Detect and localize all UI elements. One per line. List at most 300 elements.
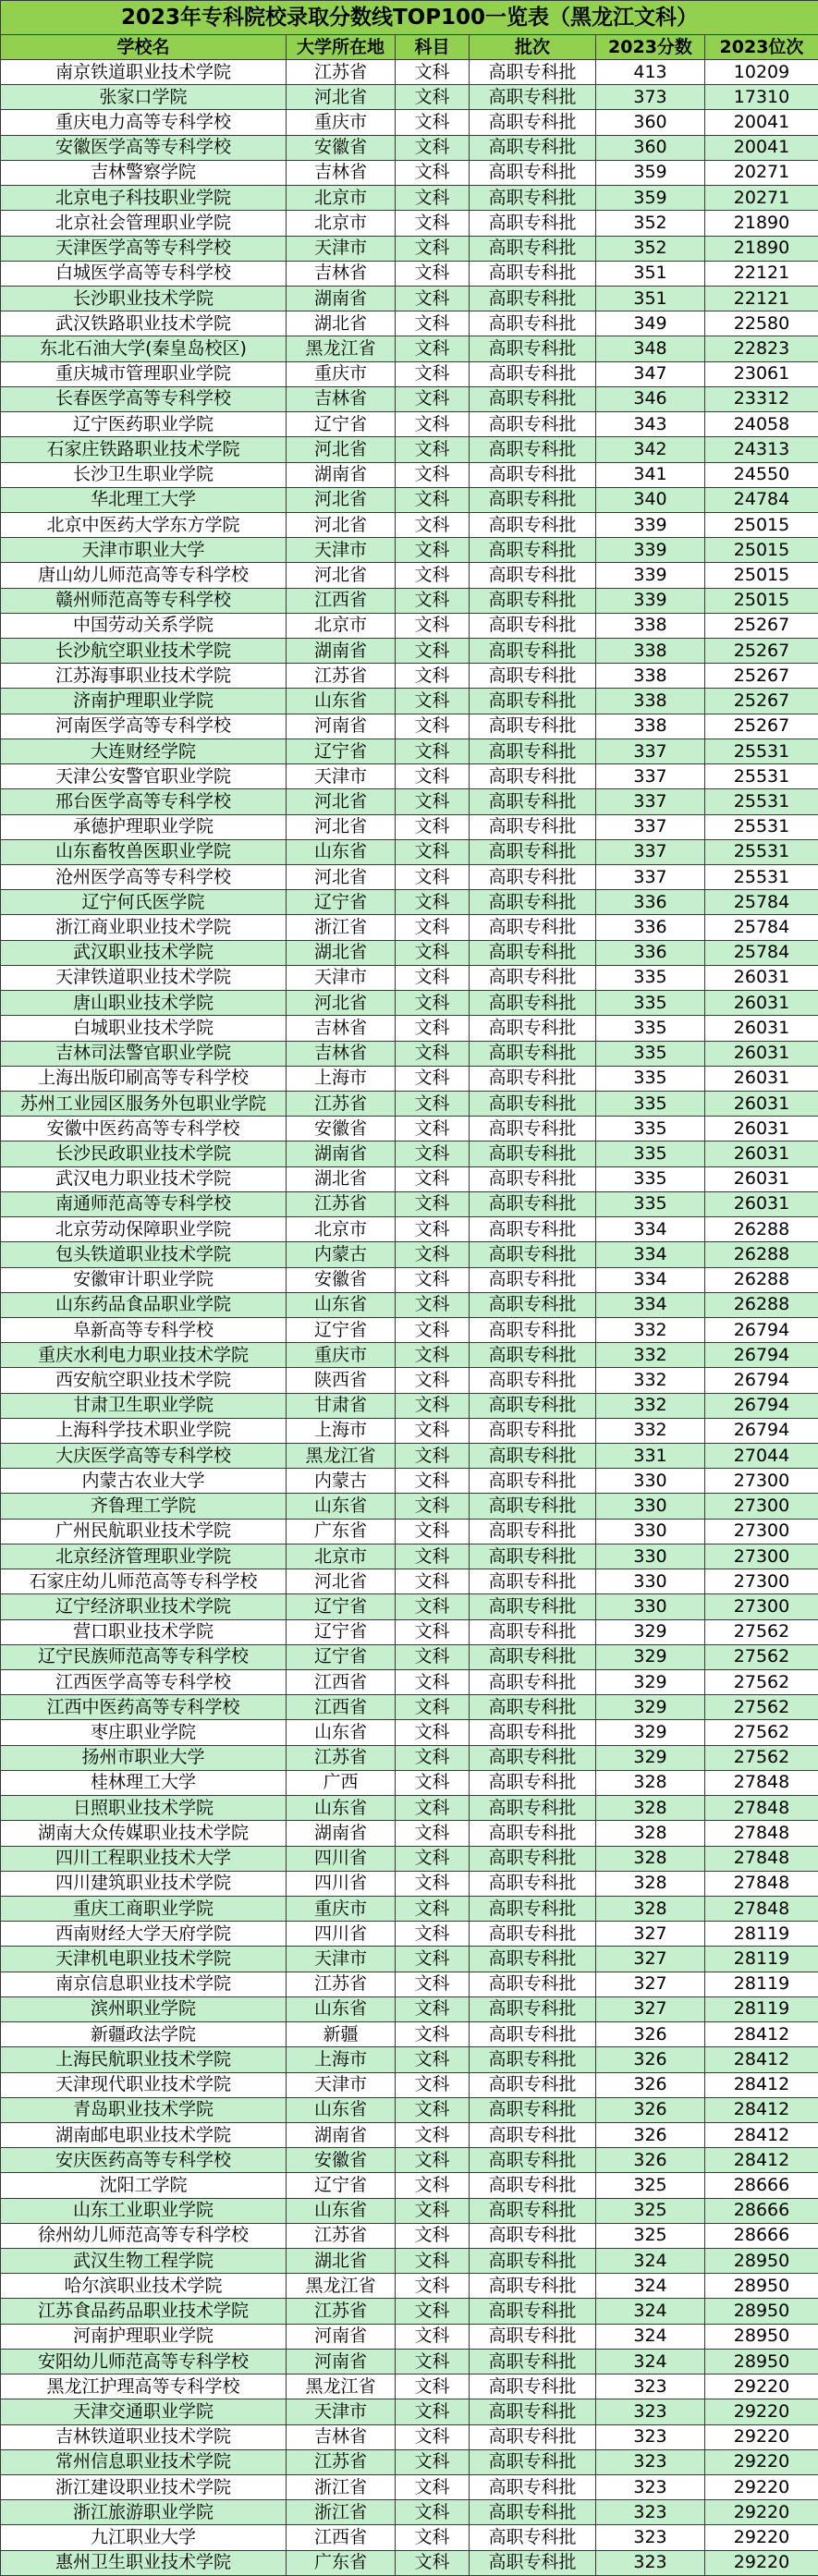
cell-subject: 文科 xyxy=(396,1544,470,1569)
cell-location: 辽宁省 xyxy=(287,739,396,763)
cell-subject: 文科 xyxy=(396,286,470,311)
cell-score: 323 xyxy=(596,2475,705,2500)
cell-rank: 26794 xyxy=(705,1317,818,1342)
cell-score: 330 xyxy=(596,1569,705,1594)
cell-rank: 27300 xyxy=(705,1519,818,1544)
cell-location: 辽宁省 xyxy=(287,1317,396,1342)
cell-batch: 高职专科批 xyxy=(470,1418,596,1443)
cell-rank: 21890 xyxy=(705,211,818,236)
cell-batch: 高职专科批 xyxy=(470,639,596,664)
cell-subject: 文科 xyxy=(396,512,470,537)
cell-location: 四川省 xyxy=(287,1922,396,1947)
cell-batch: 高职专科批 xyxy=(470,336,596,361)
cell-subject: 文科 xyxy=(396,1619,470,1644)
cell-batch: 高职专科批 xyxy=(470,236,596,261)
cell-rank: 27044 xyxy=(705,1444,818,1469)
cell-batch: 高职专科批 xyxy=(470,1644,596,1669)
table-row xyxy=(1,940,818,965)
table-row xyxy=(1,2047,818,2072)
cell-score: 328 xyxy=(596,1896,705,1921)
cell-score: 327 xyxy=(596,1922,705,1947)
cell-school-name: 内蒙古农业大学 xyxy=(1,1469,287,1494)
cell-batch: 高职专科批 xyxy=(470,1871,596,1896)
cell-batch: 高职专科批 xyxy=(470,60,596,85)
cell-school-name: 辽宁经济职业技术学院 xyxy=(1,1594,287,1619)
cell-rank: 27300 xyxy=(705,1594,818,1619)
cell-location: 北京市 xyxy=(287,186,396,211)
cell-score: 328 xyxy=(596,1821,705,1846)
cell-batch: 高职专科批 xyxy=(470,2022,596,2047)
cell-rank: 27300 xyxy=(705,1469,818,1494)
cell-score: 337 xyxy=(596,764,705,789)
cell-score: 335 xyxy=(596,1141,705,1166)
cell-score: 351 xyxy=(596,261,705,286)
cell-rank: 10209 xyxy=(705,60,818,85)
cell-school-name: 上海科学技术职业学院 xyxy=(1,1418,287,1443)
cell-school-name: 营口职业技术学院 xyxy=(1,1619,287,1644)
cell-school-name: 天津医学高等专科学校 xyxy=(1,236,287,261)
cell-subject: 文科 xyxy=(396,1720,470,1745)
table-row xyxy=(1,2097,818,2122)
cell-batch: 高职专科批 xyxy=(470,2097,596,2122)
cell-score: 331 xyxy=(596,1444,705,1469)
cell-batch: 高职专科批 xyxy=(470,2500,596,2525)
cell-school-name: 石家庄幼儿师范高等专科学校 xyxy=(1,1569,287,1594)
cell-location: 江苏省 xyxy=(287,60,396,85)
cell-school-name: 湖南大众传媒职业技术学院 xyxy=(1,1821,287,1846)
cell-subject: 文科 xyxy=(396,1393,470,1418)
table-row xyxy=(1,1972,818,1996)
cell-school-name: 北京中医药大学东方学院 xyxy=(1,512,287,537)
cell-subject: 文科 xyxy=(396,361,470,386)
table-row xyxy=(1,236,818,261)
cell-rank: 24550 xyxy=(705,462,818,487)
cell-school-name: 山东畜牧兽医职业学院 xyxy=(1,839,287,864)
table-row xyxy=(1,1444,818,1469)
cell-rank: 28666 xyxy=(705,2223,818,2248)
cell-score: 335 xyxy=(596,1117,705,1141)
cell-score: 347 xyxy=(596,361,705,386)
cell-score: 352 xyxy=(596,211,705,236)
cell-location: 山东省 xyxy=(287,2097,396,2122)
cell-location: 天津市 xyxy=(287,2399,396,2424)
cell-score: 332 xyxy=(596,1343,705,1368)
cell-score: 359 xyxy=(596,186,705,211)
cell-score: 326 xyxy=(596,2022,705,2047)
cell-rank: 20271 xyxy=(705,160,818,185)
cell-score: 330 xyxy=(596,1544,705,1569)
cell-location: 吉林省 xyxy=(287,2424,396,2449)
cell-location: 湖北省 xyxy=(287,2249,396,2274)
cell-subject: 文科 xyxy=(396,2399,470,2424)
cell-rank: 29220 xyxy=(705,2550,818,2575)
cell-location: 山东省 xyxy=(287,839,396,864)
cell-location: 河北省 xyxy=(287,563,396,588)
table-row xyxy=(1,2072,818,2097)
cell-score: 339 xyxy=(596,563,705,588)
cell-score: 323 xyxy=(596,2375,705,2399)
table-row xyxy=(1,1091,818,1116)
cell-score: 329 xyxy=(596,1644,705,1669)
cell-batch: 高职专科批 xyxy=(470,1695,596,1720)
table-row xyxy=(1,1217,818,1242)
cell-rank: 27300 xyxy=(705,1494,818,1519)
cell-rank: 25784 xyxy=(705,890,818,915)
cell-rank: 26794 xyxy=(705,1343,818,1368)
cell-batch: 高职专科批 xyxy=(470,1770,596,1795)
table-row xyxy=(1,1016,818,1041)
cell-location: 湖南省 xyxy=(287,286,396,311)
cell-batch: 高职专科批 xyxy=(470,412,596,437)
cell-rank: 25267 xyxy=(705,714,818,739)
cell-rank: 22823 xyxy=(705,336,818,361)
cell-location: 江苏省 xyxy=(287,2223,396,2248)
cell-batch: 高职专科批 xyxy=(470,1720,596,1745)
cell-batch: 高职专科批 xyxy=(470,789,596,814)
cell-subject: 文科 xyxy=(396,1066,470,1091)
cell-location: 江苏省 xyxy=(287,1091,396,1116)
cell-school-name: 枣庄职业学院 xyxy=(1,1720,287,1745)
cell-school-name: 上海民航职业技术学院 xyxy=(1,2047,287,2072)
cell-batch: 高职专科批 xyxy=(470,2072,596,2097)
cell-score: 349 xyxy=(596,311,705,336)
cell-location: 浙江省 xyxy=(287,2475,396,2500)
cell-subject: 文科 xyxy=(396,1670,470,1695)
cell-rank: 28119 xyxy=(705,1972,818,1996)
cell-subject: 文科 xyxy=(396,664,470,689)
cell-batch: 高职专科批 xyxy=(470,2148,596,2173)
cell-school-name: 上海出版印刷高等专科学校 xyxy=(1,1066,287,1091)
cell-subject: 文科 xyxy=(396,2097,470,2122)
cell-batch: 高职专科批 xyxy=(470,2399,596,2424)
cell-score: 325 xyxy=(596,2198,705,2223)
cell-rank: 25267 xyxy=(705,639,818,664)
cell-rank: 26031 xyxy=(705,1166,818,1191)
cell-location: 湖北省 xyxy=(287,311,396,336)
table-row xyxy=(1,1947,818,1972)
cell-school-name: 阜新高等专科学校 xyxy=(1,1317,287,1342)
cell-school-name: 长沙航空职业技术学院 xyxy=(1,639,287,664)
cell-subject: 文科 xyxy=(396,236,470,261)
cell-location: 北京市 xyxy=(287,1544,396,1569)
cell-location: 江苏省 xyxy=(287,1745,396,1770)
cell-subject: 文科 xyxy=(396,487,470,512)
cell-location: 辽宁省 xyxy=(287,1644,396,1669)
cell-batch: 高职专科批 xyxy=(470,1896,596,1921)
table-row xyxy=(1,613,818,638)
table-row xyxy=(1,1292,818,1317)
cell-batch: 高职专科批 xyxy=(470,2173,596,2198)
cell-subject: 文科 xyxy=(396,261,470,286)
cell-location: 江西省 xyxy=(287,1670,396,1695)
cell-subject: 文科 xyxy=(396,940,470,965)
cell-batch: 高职专科批 xyxy=(470,1670,596,1695)
cell-score: 332 xyxy=(596,1368,705,1393)
cell-batch: 高职专科批 xyxy=(470,286,596,311)
cell-score: 336 xyxy=(596,890,705,915)
cell-subject: 文科 xyxy=(396,1871,470,1896)
cell-score: 323 xyxy=(596,2550,705,2575)
cell-school-name: 北京电子科技职业学院 xyxy=(1,186,287,211)
cell-school-name: 河南护理职业学院 xyxy=(1,2324,287,2349)
cell-subject: 文科 xyxy=(396,1191,470,1216)
cell-rank: 17310 xyxy=(705,85,818,110)
table-row xyxy=(1,1317,818,1342)
cell-school-name: 长春医学高等专科学校 xyxy=(1,386,287,411)
cell-batch: 高职专科批 xyxy=(470,563,596,588)
cell-subject: 文科 xyxy=(396,1846,470,1871)
cell-location: 安徽省 xyxy=(287,1267,396,1292)
cell-location: 山东省 xyxy=(287,1720,396,1745)
table-row xyxy=(1,664,818,689)
cell-subject: 文科 xyxy=(396,839,470,864)
cell-rank: 22121 xyxy=(705,261,818,286)
cell-rank: 26031 xyxy=(705,1091,818,1116)
cell-rank: 24058 xyxy=(705,412,818,437)
cell-batch: 高职专科批 xyxy=(470,1066,596,1091)
table-row xyxy=(1,85,818,110)
table-row xyxy=(1,2424,818,2449)
cell-location: 江西省 xyxy=(287,1695,396,1720)
cell-rank: 29220 xyxy=(705,2449,818,2474)
cell-batch: 高职专科批 xyxy=(470,1041,596,1066)
cell-batch: 高职专科批 xyxy=(470,1519,596,1544)
cell-subject: 文科 xyxy=(396,1217,470,1242)
table-row xyxy=(1,1494,818,1519)
cell-location: 重庆市 xyxy=(287,361,396,386)
cell-rank: 23312 xyxy=(705,386,818,411)
table-row xyxy=(1,839,818,864)
cell-score: 328 xyxy=(596,1846,705,1871)
cell-school-name: 惠州卫生职业技术学院 xyxy=(1,2550,287,2575)
table-row xyxy=(1,1343,818,1368)
cell-subject: 文科 xyxy=(396,739,470,763)
table-row xyxy=(1,160,818,185)
table-row xyxy=(1,2249,818,2274)
cell-school-name: 徐州幼儿师范高等专科学校 xyxy=(1,2223,287,2248)
cell-subject: 文科 xyxy=(396,1821,470,1846)
cell-score: 338 xyxy=(596,613,705,638)
cell-subject: 文科 xyxy=(396,311,470,336)
cell-rank: 28119 xyxy=(705,1922,818,1947)
cell-subject: 文科 xyxy=(396,991,470,1016)
cell-score: 326 xyxy=(596,2072,705,2097)
cell-subject: 文科 xyxy=(396,1494,470,1519)
table-row xyxy=(1,2550,818,2575)
cell-score: 330 xyxy=(596,1519,705,1544)
cell-rank: 21890 xyxy=(705,236,818,261)
cell-rank: 26288 xyxy=(705,1242,818,1267)
cell-batch: 高职专科批 xyxy=(470,1242,596,1267)
cell-school-name: 中国劳动关系学院 xyxy=(1,613,287,638)
cell-batch: 高职专科批 xyxy=(470,839,596,864)
cell-subject: 文科 xyxy=(396,1644,470,1669)
cell-score: 326 xyxy=(596,2122,705,2147)
cell-school-name: 黑龙江护理高等专科学校 xyxy=(1,2375,287,2399)
cell-school-name: 大连财经学院 xyxy=(1,739,287,763)
cell-school-name: 赣州师范高等专科学校 xyxy=(1,588,287,613)
cell-score: 323 xyxy=(596,2399,705,2424)
cell-subject: 文科 xyxy=(396,160,470,185)
cell-school-name: 包头铁道职业技术学院 xyxy=(1,1242,287,1267)
table-row xyxy=(1,1644,818,1669)
table-title: 2023年专科院校录取分数线TOP100一览表（黑龙江文科） xyxy=(0,0,818,34)
cell-location: 重庆市 xyxy=(287,1896,396,1921)
table-row xyxy=(1,714,818,739)
cell-score: 359 xyxy=(596,160,705,185)
cell-school-name: 重庆水利电力职业技术学院 xyxy=(1,1343,287,1368)
cell-location: 江苏省 xyxy=(287,1972,396,1996)
cell-rank: 27562 xyxy=(705,1720,818,1745)
cell-school-name: 四川工程职业技术大学 xyxy=(1,1846,287,1871)
cell-location: 湖南省 xyxy=(287,639,396,664)
cell-score: 332 xyxy=(596,1317,705,1342)
cell-score: 340 xyxy=(596,487,705,512)
cell-score: 328 xyxy=(596,1871,705,1896)
cell-batch: 高职专科批 xyxy=(470,1292,596,1317)
cell-school-name: 天津交通职业学院 xyxy=(1,2399,287,2424)
table-row xyxy=(1,1996,818,2021)
cell-subject: 文科 xyxy=(396,865,470,890)
cell-subject: 文科 xyxy=(396,1569,470,1594)
table-row xyxy=(1,336,818,361)
cell-score: 336 xyxy=(596,915,705,940)
cell-rank: 27562 xyxy=(705,1619,818,1644)
cell-batch: 高职专科批 xyxy=(470,2375,596,2399)
cell-school-name: 安阳幼儿师范高等专科学校 xyxy=(1,2349,287,2374)
cell-school-name: 张家口学院 xyxy=(1,85,287,110)
cell-rank: 25531 xyxy=(705,865,818,890)
table-row xyxy=(1,1720,818,1745)
cell-rank: 25267 xyxy=(705,664,818,689)
cell-location: 河北省 xyxy=(287,85,396,110)
table-row xyxy=(1,1393,818,1418)
cell-rank: 26794 xyxy=(705,1393,818,1418)
cell-score: 328 xyxy=(596,1770,705,1795)
table-row xyxy=(1,1469,818,1494)
cell-rank: 25784 xyxy=(705,915,818,940)
cell-score: 324 xyxy=(596,2299,705,2324)
cell-subject: 文科 xyxy=(396,890,470,915)
cell-subject: 文科 xyxy=(396,1343,470,1368)
table-row xyxy=(1,1821,818,1846)
cell-rank: 27848 xyxy=(705,1796,818,1821)
cell-location: 山东省 xyxy=(287,689,396,714)
cell-rank: 28412 xyxy=(705,2072,818,2097)
cell-rank: 27848 xyxy=(705,1871,818,1896)
cell-rank: 27562 xyxy=(705,1670,818,1695)
cell-school-name: 河南医学高等专科学校 xyxy=(1,714,287,739)
cell-batch: 高职专科批 xyxy=(470,437,596,462)
cell-subject: 文科 xyxy=(396,639,470,664)
cell-school-name: 东北石油大学(秦皇岛校区) xyxy=(1,336,287,361)
table-row xyxy=(1,487,818,512)
cell-score: 337 xyxy=(596,814,705,839)
table-row xyxy=(1,1066,818,1091)
cell-score: 326 xyxy=(596,2047,705,2072)
cell-school-name: 石家庄铁路职业技术学院 xyxy=(1,437,287,462)
cell-location: 天津市 xyxy=(287,538,396,563)
cell-subject: 文科 xyxy=(396,1166,470,1191)
cell-school-name: 白城职业技术学院 xyxy=(1,1016,287,1041)
cell-score: 329 xyxy=(596,1670,705,1695)
cell-school-name: 新疆政法学院 xyxy=(1,2022,287,2047)
cell-batch: 高职专科批 xyxy=(470,2249,596,2274)
cell-score: 339 xyxy=(596,512,705,537)
cell-rank: 22121 xyxy=(705,286,818,311)
cell-subject: 文科 xyxy=(396,1922,470,1947)
cell-location: 湖南省 xyxy=(287,1141,396,1166)
cell-batch: 高职专科批 xyxy=(470,311,596,336)
cell-location: 山东省 xyxy=(287,1996,396,2021)
cell-rank: 29220 xyxy=(705,2399,818,2424)
cell-score: 330 xyxy=(596,1469,705,1494)
cell-score: 323 xyxy=(596,2449,705,2474)
header-row xyxy=(1,35,818,60)
cell-school-name: 西南财经大学天府学院 xyxy=(1,1922,287,1947)
cell-rank: 25267 xyxy=(705,613,818,638)
table-row xyxy=(1,2022,818,2047)
cell-score: 327 xyxy=(596,1972,705,1996)
cell-batch: 高职专科批 xyxy=(470,186,596,211)
cell-school-name: 天津公安警官职业学院 xyxy=(1,764,287,789)
cell-batch: 高职专科批 xyxy=(470,386,596,411)
cell-location: 江西省 xyxy=(287,588,396,613)
cell-school-name: 大庆医学高等专科学校 xyxy=(1,1444,287,1469)
cell-subject: 文科 xyxy=(396,2173,470,2198)
cell-batch: 高职专科批 xyxy=(470,512,596,537)
table-row xyxy=(1,538,818,563)
cell-score: 325 xyxy=(596,2223,705,2248)
table-row xyxy=(1,462,818,487)
cell-rank: 26031 xyxy=(705,1191,818,1216)
cell-batch: 高职专科批 xyxy=(470,689,596,714)
table-row xyxy=(1,2223,818,2248)
cell-location: 浙江省 xyxy=(287,915,396,940)
cell-location: 湖北省 xyxy=(287,1166,396,1191)
cell-rank: 27562 xyxy=(705,1745,818,1770)
cell-score: 335 xyxy=(596,1091,705,1116)
cell-rank: 25531 xyxy=(705,739,818,763)
cell-location: 河南省 xyxy=(287,2324,396,2349)
cell-subject: 文科 xyxy=(396,1972,470,1996)
cell-school-name: 华北理工大学 xyxy=(1,487,287,512)
cell-batch: 高职专科批 xyxy=(470,739,596,763)
table-row xyxy=(1,211,818,236)
cell-score: 339 xyxy=(596,538,705,563)
cell-subject: 文科 xyxy=(396,1091,470,1116)
cell-score: 334 xyxy=(596,1292,705,1317)
cell-batch: 高职专科批 xyxy=(470,85,596,110)
cell-location: 内蒙古 xyxy=(287,1242,396,1267)
cell-rank: 26031 xyxy=(705,965,818,990)
table-row xyxy=(1,1745,818,1770)
cell-school-name: 武汉电力职业技术学院 xyxy=(1,1166,287,1191)
table-row xyxy=(1,965,818,990)
cell-location: 内蒙古 xyxy=(287,1469,396,1494)
cell-subject: 文科 xyxy=(396,1770,470,1795)
cell-subject: 文科 xyxy=(396,1469,470,1494)
cell-rank: 28119 xyxy=(705,1947,818,1972)
table-row xyxy=(1,361,818,386)
cell-rank: 28950 xyxy=(705,2299,818,2324)
cell-batch: 高职专科批 xyxy=(470,991,596,1016)
cell-location: 吉林省 xyxy=(287,160,396,185)
cell-school-name: 沧州医学高等专科学校 xyxy=(1,865,287,890)
cell-subject: 文科 xyxy=(396,437,470,462)
cell-school-name: 扬州市职业大学 xyxy=(1,1745,287,1770)
cell-rank: 24313 xyxy=(705,437,818,462)
